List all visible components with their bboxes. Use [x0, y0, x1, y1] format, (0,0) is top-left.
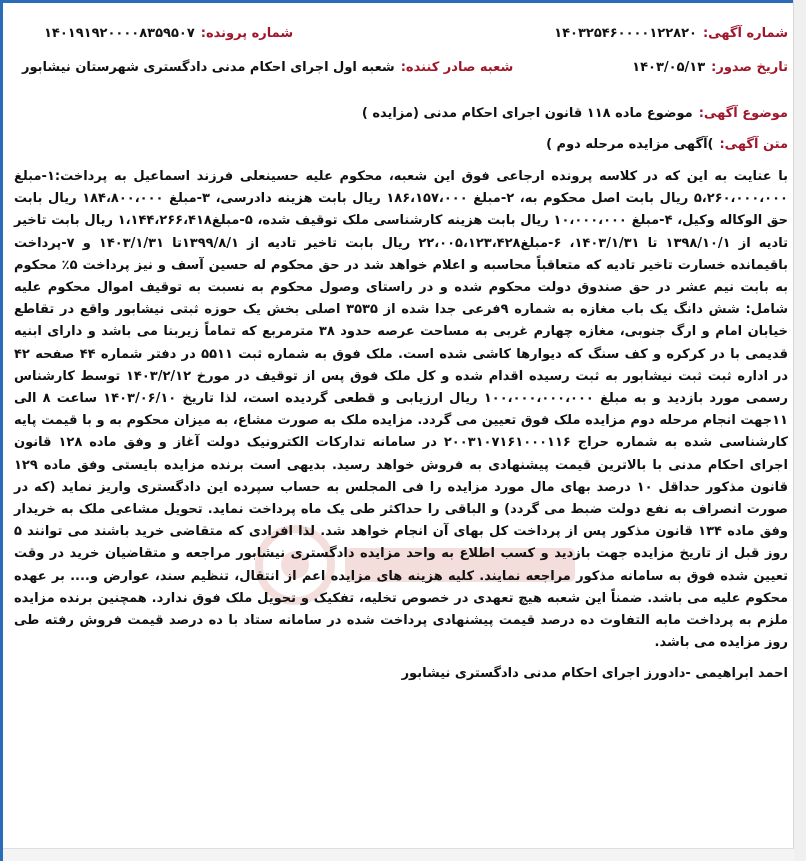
subject-label: موضوع آگهی: — [698, 106, 788, 121]
notice-text-label: متن آگهی: — [719, 137, 788, 152]
issue-date-label: تاریخ صدور: — [711, 60, 788, 75]
notice-text-field — [14, 137, 788, 152]
subject: موضوع ماده ۱۱۸ قانون اجرای احکام مدنی (مزایده ) — [361, 106, 693, 121]
notice-body: با عنایت به این که در کلاسه پرونده ارجاعی فوق این شعبه، محکوم علیه حسینعلی فرزند اسماعیل به پرداخت:۱-مبلغ ۵،۲۶۰،۰۰۰،۰۰۰ ریال بابت اصل محکوم به، ۲-مبلغ ۱۸۶،۱۵۷،۰۰۰ ریال بابت هزینه دادرسی، ۳-مبلغ ۱۸۴،۸۰۰،۰۰۰ ریال بابت حق الوکاله وکیل، ۴-مبلغ ۱۰،۰۰۰،۰۰۰ ریال بابت هزینه کارشناسی ملک توقیف شده، ۵-مبلغ۱،۱۴۴،۲۶۶،۴۱۸ ریال بابت تاخیر تادیه از ۱۳۹۸/۱۰/۱ تا ۱۴۰۳/۱/۳۱، ۶-مبلغ۲۲،۰۰۵،۱۲۳،۴۲۸ ریال بابت تاخیر تادیه از ۱۳۹۹/۸/۱تا ۱۴۰۳/۱/۳۱ و ۷-پرداخت باقیمانده خسارت تاخیر تادیه که متعاقباً محاسبه و اعلام خواهد شد در حق محکوم له حسین آسف و نیز پرداخت ۵٪ محکوم به بابت نیم عشر در حق صندوق دولت محکوم شده و در راستای وصول محکوم به نسبت به توقیف اموال محکوم علیه شامل: شش دانگ یک باب مغازه به شماره ۹فرعی جدا شده از ۳۵۳۵ اصلی بخش یک حوزه ثبتی نیشابور واقع در تقاطع خیابان امام و ارگ جنوبی، مغازه چهارم غربی به مساحت عرصه حدود ۳۸ مترمربع که تماماً زیربنا می باشد و دارای ابنیه قدیمی با در کرکره و کف سنگ که دیوارها کاشی شده است. ملک فوق به شماره ثبت ۵۵۱۱ در دفتر شماره ۴۴ صفحه ۴۲ در اداره ثبت ثبت نیشابور به ثبت رسیده اقدام شده و کل ملک فوق پس از توقیف در مورخ ۱۴۰۳/۲/۱۲ توسط کارشناس رسمی مورد بازدید و به مبلغ ۱۰۰،۰۰۰،۰۰۰،۰۰۰ ریال ارزیابی و قطعی گردیده است، لذا تاریخ ۱۴۰۳/۰۶/۱۰ ساعت ۸ الی ۱۱جهت انجام مرحله دوم مزایده ملک فوق تعیین می گردد. مزایده ملک به صورت مشاع، به میزان محکوم به و با قیمت پایه کارشناسی شده به شماره حراج ۲۰۰۳۱۰۷۱۶۱۰۰۰۱۱۶ در سامانه تدارکات الکترونیک دولت آغاز و وفق ماده ۱۲۸ قانون اجرای احکام مدنی با بالاترین قیمت پیشنهادی به فروش خواهد رسید. بدیهی است برنده مزایده بایستی وفق ماده ۱۲۹ قانون مذکور حداقل ۱۰ درصد بهای مال مورد مزایده را فی المجلس به حساب سپرده این دادگستری واریز نماید (که در صورت انصراف به نفع دولت ضبط می گردد) و الباقی را حداکثر طی یک ماه پرداخت نماید. تحویل مشاعی ملک به خریدار وفق ماده ۱۳۴ قانون مذکور پس از پرداخت کل بهای آن انجام خواهد شد. لذا افرادی که متقاضی خرید باشند می توانند ۵ روز قبل از تاریخ مزایده جهت بازدید و کسب اطلاع به واحد مزایده دادگستری نیشابور مراجعه و متقاضیان خرید در وقت تعیین شده فوق به سامانه مذکور مراجعه نمایند. کلیه هزینه های مزایده اعم از انتقال، تنظیم سند، عوارض و.... بر عهده محکوم علیه می باشد. ضمناً این شعبه هیچ تعهدی در خصوص تخلیه، تفکیک و تحویل ملک فوق ندارد. همچنین برنده مزایده ملزم به پرداخت مابه التفاوت ده درصد قیمت پیشنهادی پرداخت شده در سامانه ستاد با ده درصد قیمت فروش رفته طی روز مزایده می باشد. — [14, 169, 789, 651]
header-row-1 — [14, 26, 788, 50]
notice-text-title: )آگهی مزایده مرحله دوم ) — [546, 137, 714, 152]
case-number: ۱۴۰۱۹۱۹۲۰۰۰۰۸۳۵۹۵۰۷ — [44, 26, 195, 41]
issue-date-field — [632, 60, 788, 75]
case-number-label: شماره پرونده: — [200, 26, 294, 41]
notice-number-label: شماره آگهی: — [702, 26, 788, 41]
vertical-scrollbar[interactable] — [793, 0, 806, 861]
issuer-field — [22, 60, 513, 75]
subject-field — [14, 106, 788, 121]
header-row-2 — [14, 60, 788, 84]
issue-date: ۱۴۰۳/۰۵/۱۳ — [632, 60, 706, 75]
notice-number-field — [554, 26, 788, 41]
signature: احمد ابراهیمی -دادورز اجرای احکام مدنی دادگستری نیشابور — [401, 666, 788, 682]
horizontal-scrollbar[interactable] — [3, 848, 794, 861]
case-number-field — [44, 26, 293, 41]
issuer: شعبه اول اجرای احکام مدنی دادگستری شهرستان نیشابور — [22, 60, 395, 75]
issuer-label: شعبه صادر کننده: — [400, 60, 514, 75]
notice-number: ۱۴۰۳۲۵۴۶۰۰۰۰۱۲۲۸۲۰ — [554, 26, 697, 41]
notice-content — [14, 26, 788, 681]
